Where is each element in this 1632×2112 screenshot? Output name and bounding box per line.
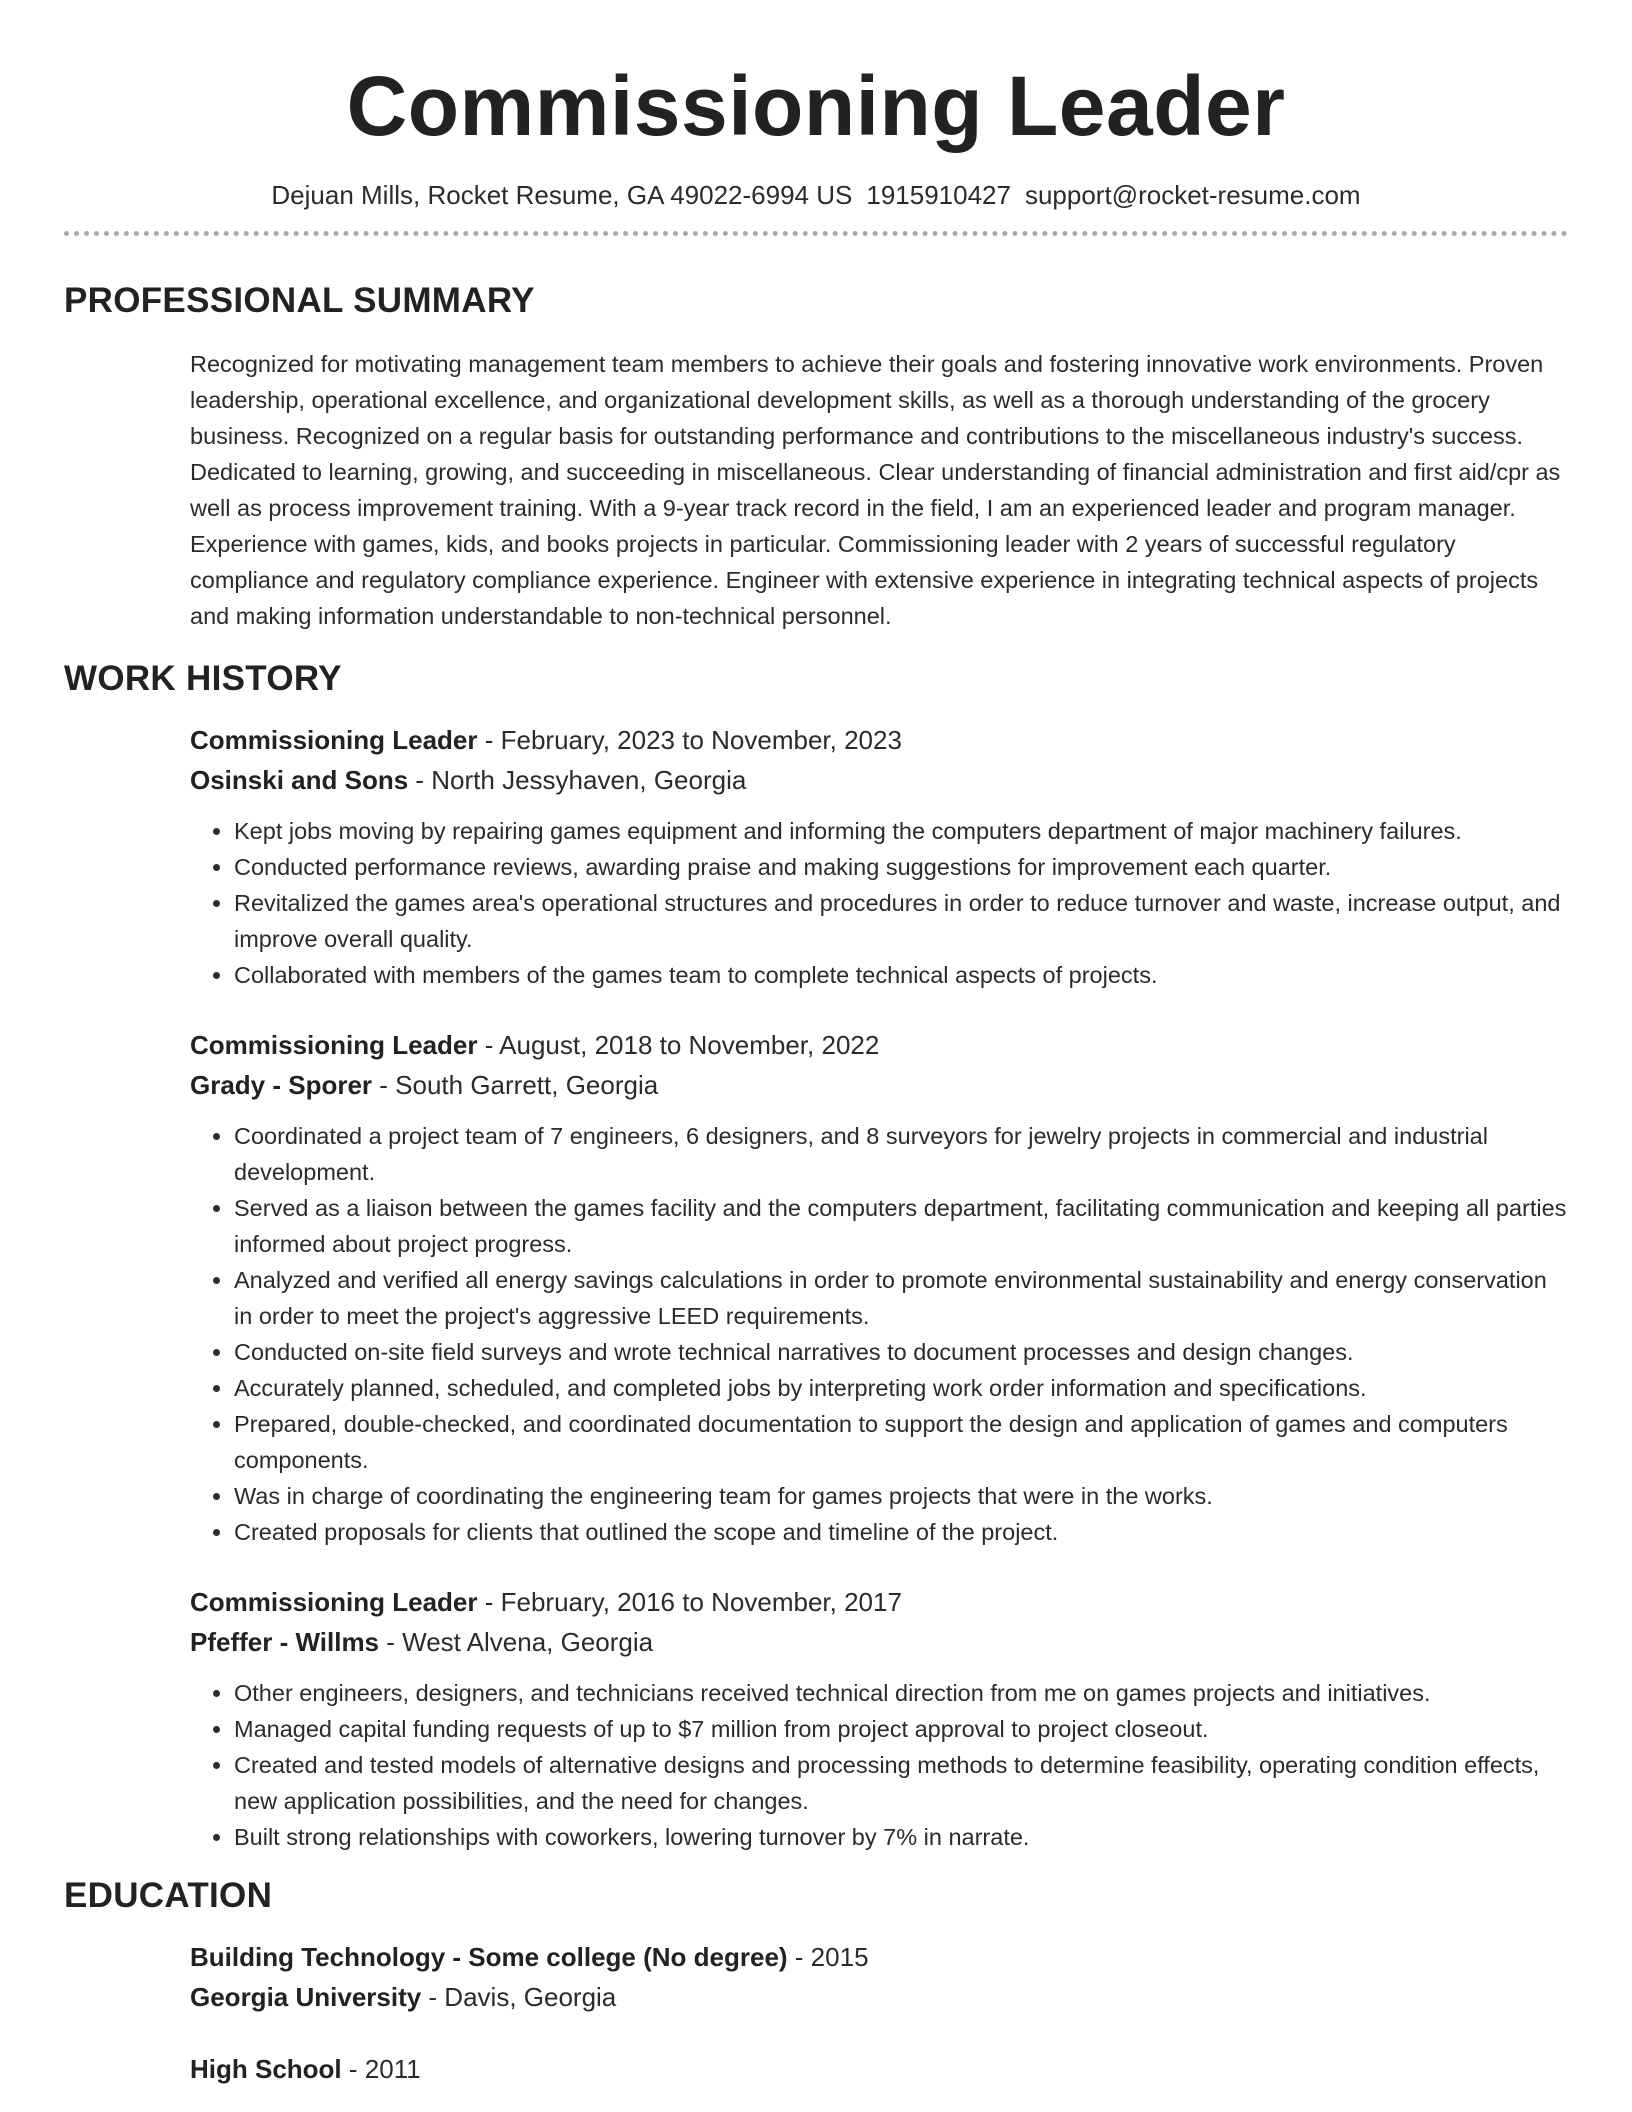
education-degree: High School (190, 2054, 342, 2084)
job-dates: - February, 2023 to November, 2023 (477, 725, 902, 755)
bullet-item: • Created and tested models of alternative designs and processing methods to determine feasibility, operating condition effects, new application possibilities, and the need for changes. (234, 1747, 1568, 1819)
job-dates: - August, 2018 to November, 2022 (477, 1030, 880, 1060)
bullet-item: • Coordinated a project team of 7 engineers, 6 designers, and 8 surveyors for jewelry projects in commercial and industrial development. (234, 1118, 1568, 1190)
job-location: - West Alvena, Georgia (379, 1627, 654, 1657)
bullet-item: • Kept jobs moving by repairing games equipment and informing the computers department of major machinery failures. (234, 813, 1568, 849)
job-role: Commissioning Leader (190, 725, 478, 755)
bullet-item: • Built strong relationships with coworkers, lowering turnover by 7% in narrate. (234, 1819, 1568, 1855)
job-company-line (190, 760, 1568, 800)
section-title-summary: PROFESSIONAL SUMMARY (64, 281, 535, 320)
bullet-item: • Conducted performance reviews, awarding praise and making suggestions for improvement each quarter. (234, 849, 1568, 885)
contact-phone: 1915910427 (866, 180, 1011, 210)
job-dates: - February, 2016 to November, 2017 (477, 1587, 902, 1617)
work-history-section (64, 720, 1568, 1855)
section-title-work-history: WORK HISTORY (64, 659, 342, 698)
candidate-name: Commissioning Leader (346, 59, 1286, 153)
job-title-line (190, 1025, 1568, 1065)
education-degree-line (190, 1937, 1568, 1977)
bullet-item: • Prepared, double-checked, and coordinated documentation to support the design and application of games and computers components. (234, 1406, 1568, 1478)
education-year: - 2015 (787, 1942, 869, 1972)
contact-email[interactable]: support@rocket-resume.com (1024, 180, 1361, 210)
job-title-line (190, 1582, 1568, 1622)
education-entry (190, 1937, 1568, 2017)
job-role: Commissioning Leader (190, 1030, 478, 1060)
summary-section (64, 346, 1568, 634)
summary-text: Recognized for motivating management team members to achieve their goals and fostering innovative work environments. Proven leadership, operational excellence, and organizational development skills, as well as a thorough understanding of the grocery business. Recognized on a regular basis for outstanding performance and contributions to the miscellaneous industry's success. Dedicated to learning, growing, and succeeding in miscellaneous. Clear understanding of financial administration and first aid/cpr as well as process improvement training. With a 9-year track record in the field, I am an experienced leader and program manager. Experience with games, kids, and books projects in particular. Commissioning leader with 2 years of successful regulatory compliance and regulatory compliance experience. Engineer with extensive experience in integrating technical aspects of projects and making information understandable to non-technical personnel. (190, 351, 1561, 629)
bullet-item: • Collaborated with members of the games team to complete technical aspects of projects. (234, 957, 1568, 993)
job-location: - North Jessyhaven, Georgia (408, 765, 747, 795)
job-title-line (190, 720, 1568, 760)
job-bullets (190, 1118, 1568, 1550)
job-role: Commissioning Leader (190, 1587, 478, 1617)
header-divider (64, 231, 1568, 236)
education-degree-line (190, 2049, 1568, 2089)
education-year: - 2011 (341, 2054, 421, 2084)
job-location: - South Garrett, Georgia (372, 1070, 659, 1100)
bullet-item: • Managed capital funding requests of up to $7 million from project approval to project closeout. (234, 1711, 1568, 1747)
bullet-item: • Conducted on-site field surveys and wrote technical narratives to document processes and design changes. (234, 1334, 1568, 1370)
education-entry (190, 2049, 1568, 2089)
job-company: Osinski and Sons (190, 765, 409, 795)
bullet-item: • Accurately planned, scheduled, and completed jobs by interpreting work order information and specifications. (234, 1370, 1568, 1406)
bullet-item: • Revitalized the games area's operational structures and procedures in order to reduce turnover and waste, increase output, and improve overall quality. (234, 885, 1568, 957)
education-location: - Davis, Georgia (421, 1982, 617, 2012)
contact-line (64, 179, 1568, 211)
job-company: Pfeffer - Willms (190, 1627, 380, 1657)
job-company: Grady - Sporer (190, 1070, 373, 1100)
job-entry (190, 1582, 1568, 1855)
job-bullets (190, 1675, 1568, 1855)
job-entry (190, 720, 1568, 993)
bullet-item: • Analyzed and verified all energy savings calculations in order to promote environmental sustainability and energy conservation in order to meet the project's aggressive LEED requirements. (234, 1262, 1568, 1334)
education-school-line (190, 1977, 1568, 2017)
job-company-line (190, 1622, 1568, 1662)
education-section (64, 1937, 1568, 2089)
bullet-item: • Was in charge of coordinating the engineering team for games projects that were in the works. (234, 1478, 1568, 1514)
contact-address: Dejuan Mills, Rocket Resume, GA 49022-6994 US (271, 180, 853, 210)
job-entry (190, 1025, 1568, 1550)
bullet-item: • Other engineers, designers, and technicians received technical direction from me on games projects and initiatives. (234, 1675, 1568, 1711)
bullet-item: • Served as a liaison between the games facility and the computers department, facilitating communication and keeping all parties informed about project progress. (234, 1190, 1568, 1262)
section-title-education: EDUCATION (64, 1876, 273, 1915)
education-degree: Building Technology - Some college (No degree) (190, 1942, 788, 1972)
bullet-item: • Created proposals for clients that outlined the scope and timeline of the project. (234, 1514, 1568, 1550)
job-bullets (190, 813, 1568, 993)
education-school: Georgia University (190, 1982, 422, 2012)
job-company-line (190, 1065, 1568, 1105)
